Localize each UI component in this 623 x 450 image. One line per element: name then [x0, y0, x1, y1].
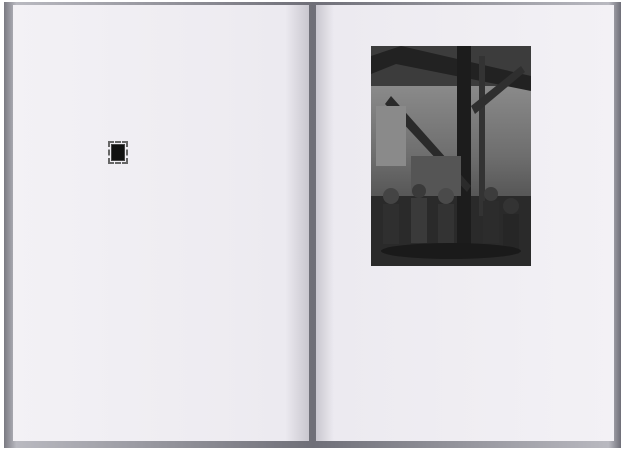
left-page — [13, 5, 309, 441]
open-book — [4, 2, 621, 448]
foundry-photo — [371, 46, 531, 266]
right-page — [316, 5, 614, 441]
foundry-photo-illustration — [371, 46, 531, 266]
war-banner — [111, 144, 125, 161]
